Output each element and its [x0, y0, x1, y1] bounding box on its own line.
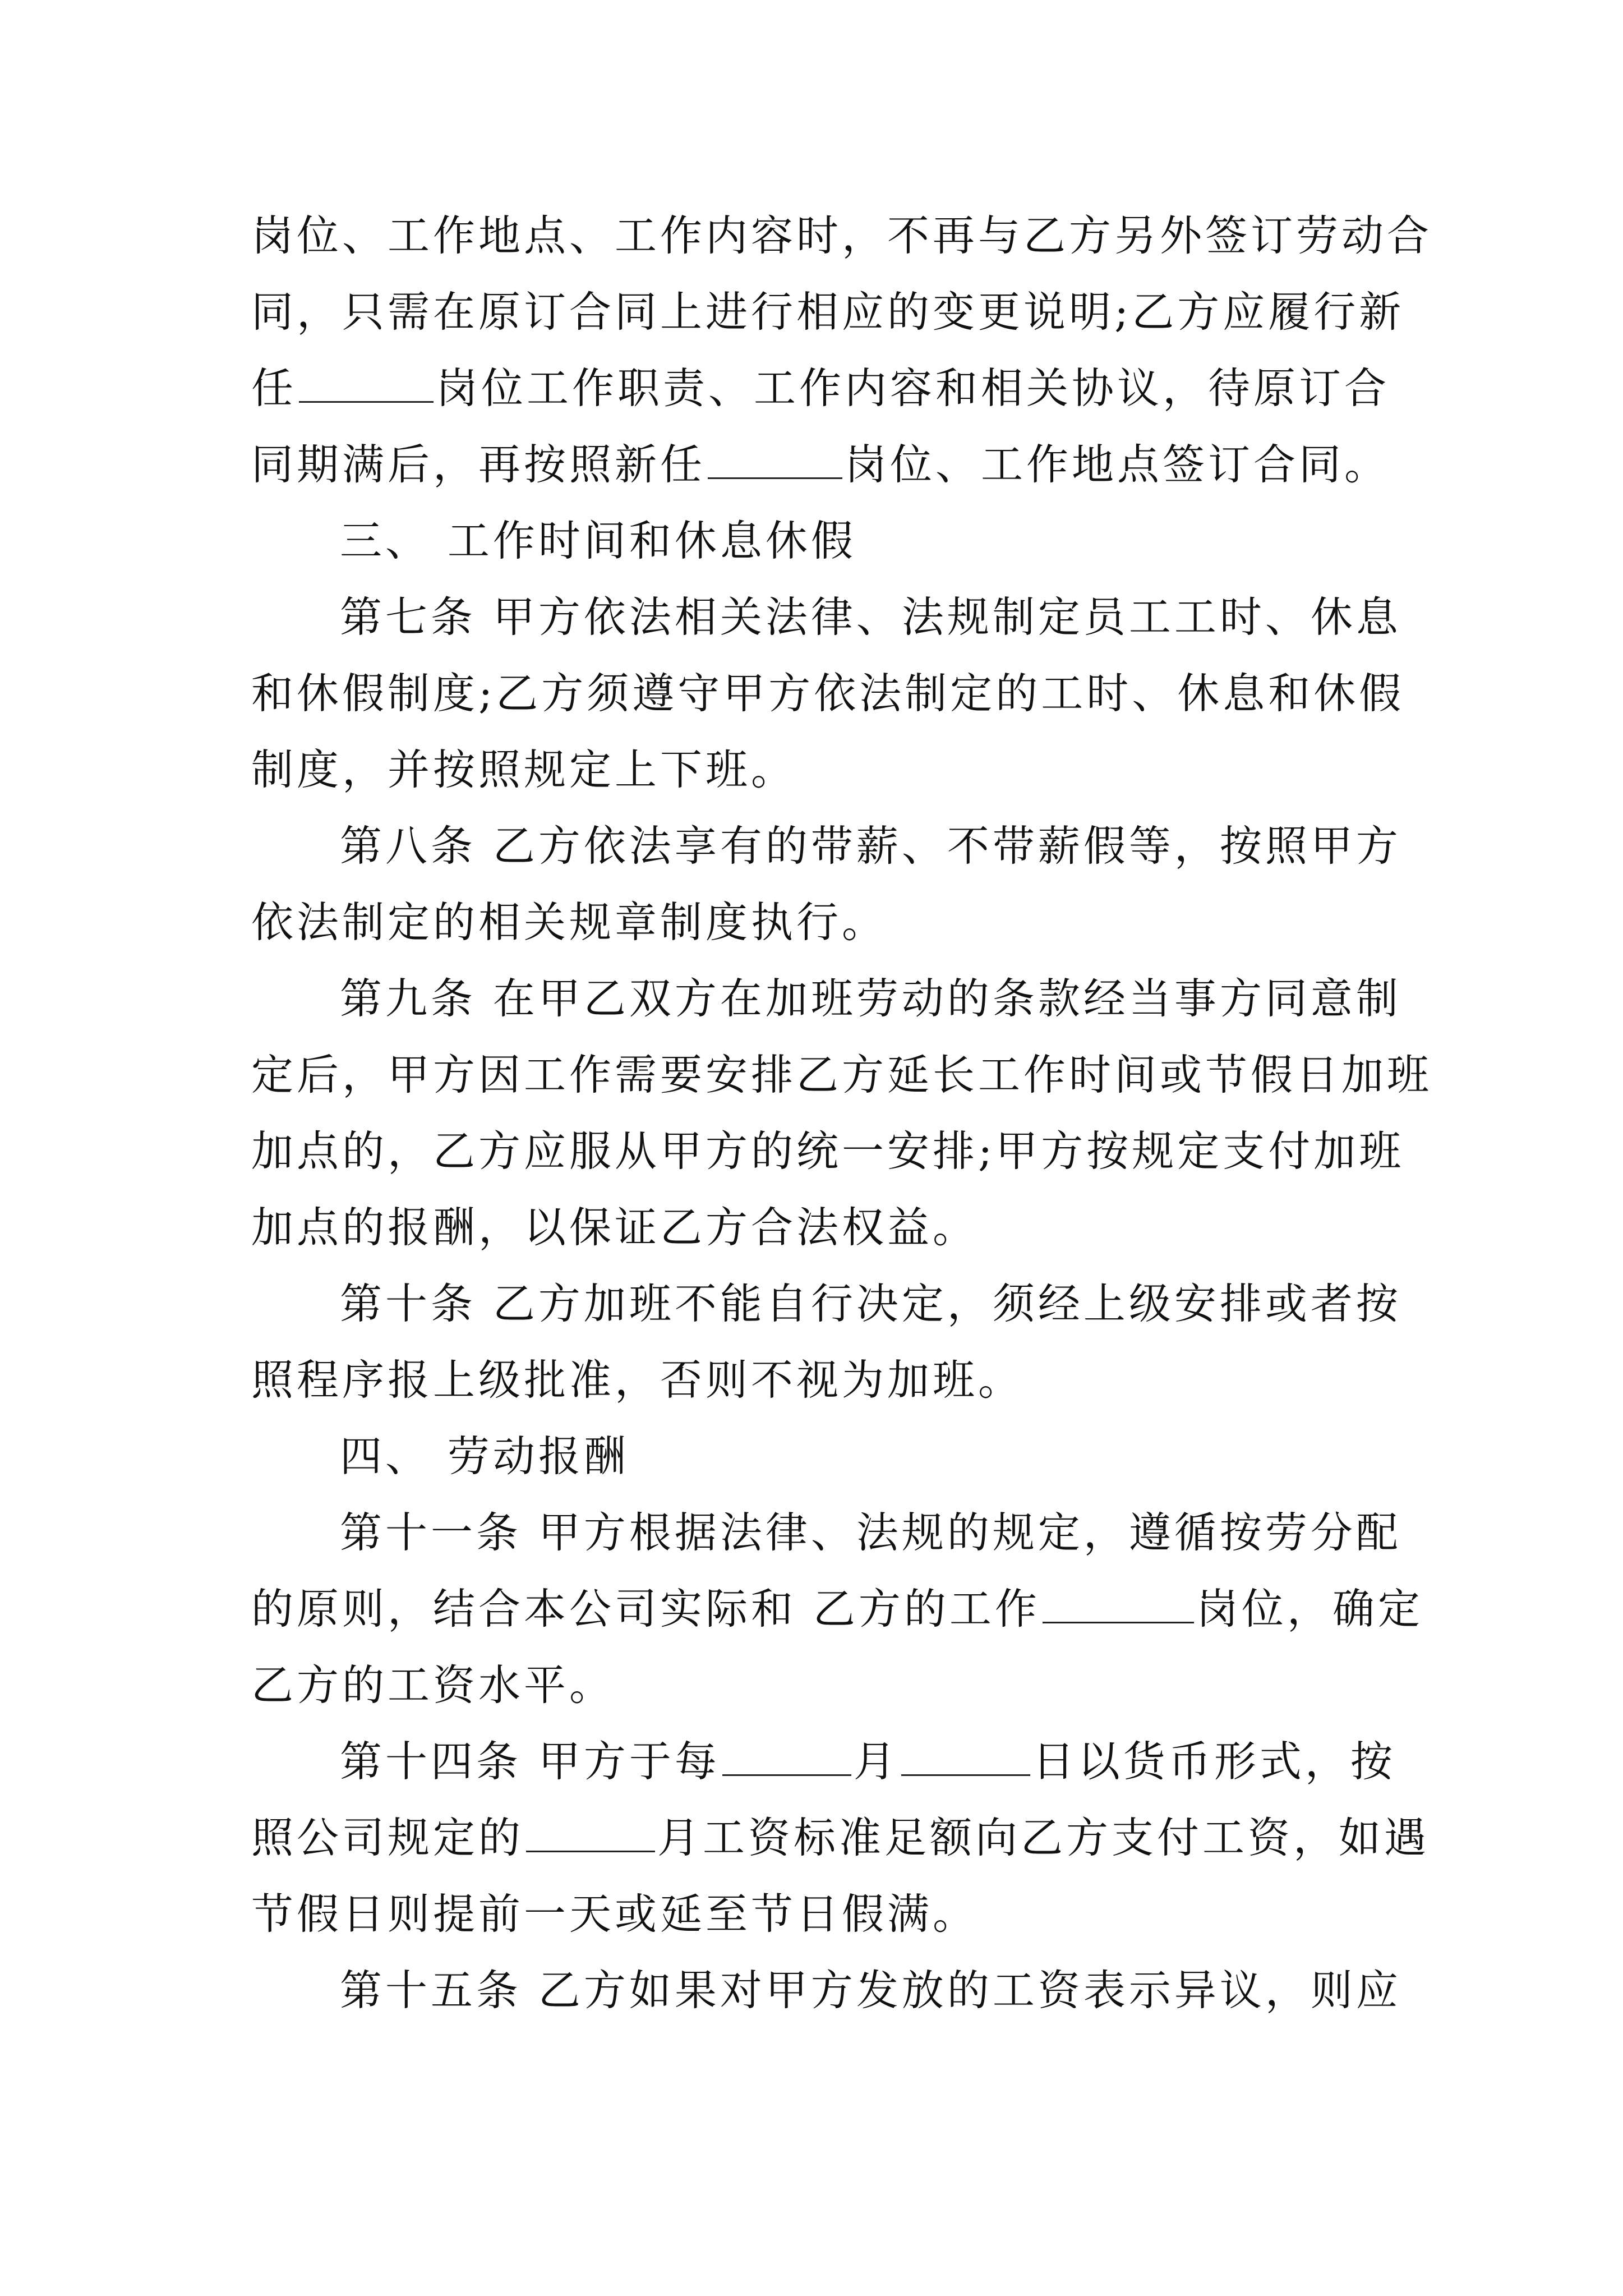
- section-heading: 三、 工作时间和休息休假: [340, 516, 856, 565]
- text-line: 乙方的工资水平。: [251, 1660, 615, 1710]
- text-line: 制度，并按照规定上下班。: [251, 745, 797, 794]
- text-line: 依法制定的相关规章制度执行。: [251, 898, 888, 947]
- fill-in-blank: [722, 1735, 851, 1776]
- section-heading: 四、 劳动报酬: [340, 1432, 629, 1481]
- fill-in-blank: [526, 1811, 655, 1852]
- fill-in-blank: [708, 438, 842, 479]
- text-line: 第十一条 甲方根据法律、法规的规定，遵循按劳分配: [340, 1508, 1401, 1557]
- text-line: 第九条 在甲乙双方在加班劳动的条款经当事方同意制: [340, 974, 1401, 1023]
- text-line: 照程序报上级批准，否则不视为加班。: [251, 1355, 1024, 1405]
- text-line: 同期满后，再按照新任 岗位、工作地点签订合同。: [251, 426, 1384, 503]
- text-line: 加点的，乙方应服从甲方的统一安排;甲方按规定支付加班: [251, 1126, 1405, 1176]
- fill-in-blank: [299, 362, 434, 403]
- contract-text-body: [251, 197, 1433, 2028]
- text-line: 定后，甲方因工作需要安排乙方延长工作时间或节假日加班: [251, 1050, 1433, 1099]
- text-line: 第十四条 甲方于每 月 日以货币形式，按: [251, 1723, 1384, 1800]
- text-line: 加点的报酬，以保证乙方合法权益。: [251, 1203, 979, 1252]
- fill-in-blank: [901, 1735, 1030, 1776]
- text-line: 和休假制度;乙方须遵守甲方依法制定的工时、休息和休假: [251, 669, 1405, 718]
- text-line: 任 岗位工作职责、工作内容和相关协议，待原订合: [251, 350, 1384, 426]
- text-line: 节假日则提前一天或延至节日假满。: [251, 1889, 979, 1939]
- text-line: 第七条 甲方依法相关法律、法规制定员工工时、休息: [340, 592, 1401, 642]
- text-line: 第八条 乙方依法享有的带薪、不带薪假等，按照甲方: [340, 821, 1401, 871]
- text-line: 同，只需在原订合同上进行相应的变更说明;乙方应履行新: [251, 287, 1405, 337]
- text-line: 岗位、工作地点、工作内容时，不再与乙方另外签订劳动合: [251, 211, 1433, 260]
- text-line: 的原则，结合本公司实际和 乙方的工作 岗位，确定: [251, 1571, 1384, 1647]
- text-line: 第十五条 乙方如果对甲方发放的工资表示异议，则应: [340, 1966, 1401, 2015]
- fill-in-blank: [1043, 1582, 1194, 1623]
- text-line: 照公司规定的 月工资标准足额向乙方支付工资，如遇: [251, 1800, 1384, 1876]
- text-line: 第十条 乙方加班不能自行决定，须经上级安排或者按: [340, 1279, 1401, 1328]
